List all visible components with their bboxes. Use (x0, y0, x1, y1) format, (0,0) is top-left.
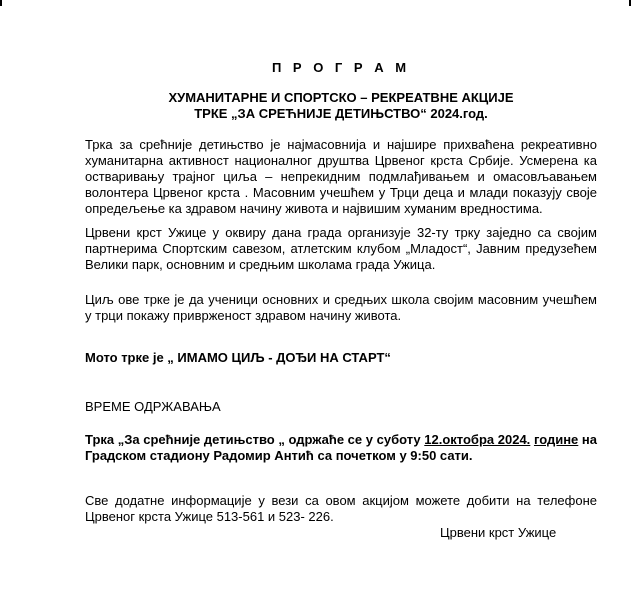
paragraph-intro: Трка за срећније детињство је најмасовнија и најшире прихваћена рекреативно хуманитарна активност националног друштва Црвеног крста Србије. Усмерена ка остваривању трајног циља – непрекидним подмлађивањем и омасовљавањем волонтера Црвеног крста . Масовним учешћем у Трци деца и млади показују своје опредељење ка здравом начину живота и највишим хуманим вредностима. (85, 137, 597, 216)
race-date: 12.октобра 2024. (424, 432, 531, 447)
time-heading: ВРЕМЕ ОДРЖАВАЊА (85, 399, 221, 414)
race-motto: Мото трке је „ ИМАМО ЦИЉ - ДОЂИ НА СТАРТ“ (85, 350, 391, 365)
subtitle-line-2: ТРКЕ „ЗА СРЕЋНИЈЕ ДЕТИЊСТВО“ 2024.год. (194, 106, 488, 121)
race-schedule (85, 432, 597, 464)
paragraph-organizers: Црвени крст Ужице у оквиру дана града организује 32-ту трку заједно са својим партнерима Спортским савезом, атлетским клубом „Младост“, Јавним предузећем Велики парк, основним и средњим школама града Ужица. (85, 225, 597, 272)
page-edge-mark-left (0, 0, 2, 6)
subtitle-line-1: ХУМАНИТАРНЕ И СПОРТСКО – РЕКРЕАТВНЕ АКЦИЈЕ (168, 90, 514, 105)
document-title: П Р О Г Р А М (271, 60, 411, 75)
paragraph-goal: Циљ ове трке је да ученици основних и средњих школа својим масовним учешћем у трци покажу привржeност здравом начину живота. (85, 292, 597, 323)
race-location: на Градском стадиону Радомир Антић са почетком у 9:50 сати. (85, 432, 598, 463)
race-schedule-intro: Трка „За срећније детињство „ одржаће се у суботу (85, 432, 425, 447)
signature: Црвени крст Ужице (440, 525, 557, 540)
race-year-word: године (533, 432, 579, 447)
contact-info: Све додатне информације у вези са овом акцијом можете добити на телефоне Црвеног крста Ужице 513-561 и 523- 226. (85, 493, 597, 524)
